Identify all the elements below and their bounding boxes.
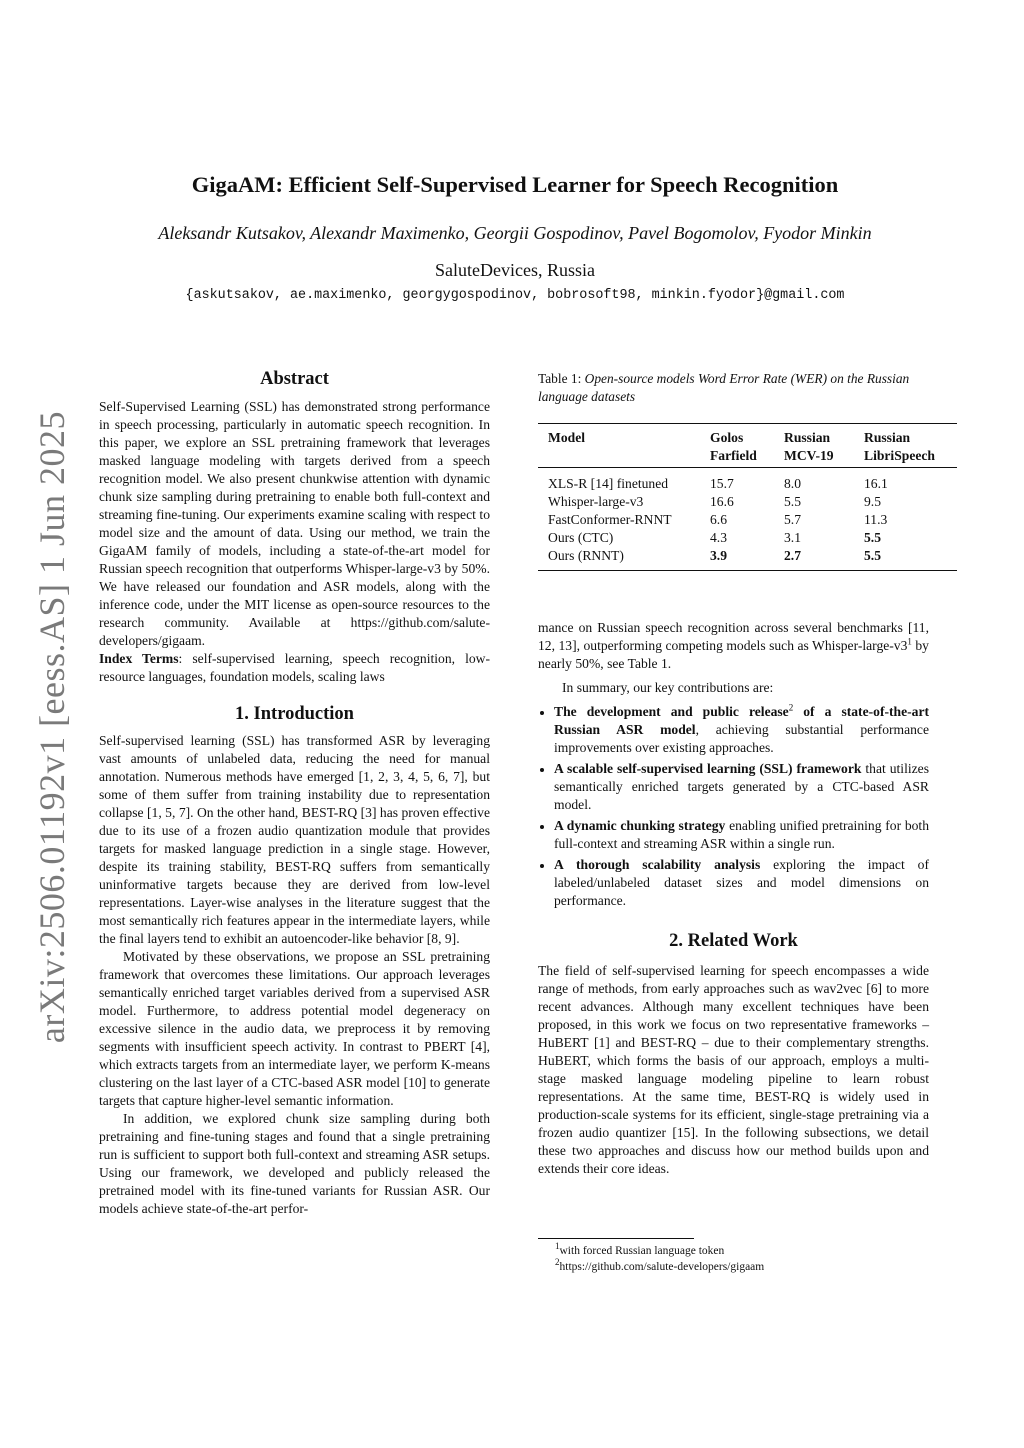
index-terms-label: Index Terms <box>99 651 179 666</box>
intro-paragraph-1: Self-supervised learning (SSL) has transformed ASR by leveraging vast amounts of unlabeled data, reducing the need for manual annotation. Numerous methods have emerged [1, 2, 3, 4, 5, 6, 7], but some of them suffer from training instability due to representation collapse [1, 5, 7]. On the other hand, BEST-RQ [3] has proven effective due to its use of a frozen audio quantization module that provides targets for masked language prediction in a single stage. However, despite its training stability, BEST-RQ suffers from semantically uninformative targets because they are derived from low-level representations. Layer-wise analyses in the literature suggest that the most semantically rich features appear in the intermediate layers, while the final layers tend to exhibit an autoencoder-like behavior [8, 9]. <box>99 733 490 946</box>
abstract-heading: Abstract <box>260 369 329 389</box>
header-golos: Golos Farfield <box>710 430 757 463</box>
contribution-list <box>538 703 929 910</box>
table-cell-golos: 4.3 <box>710 530 727 545</box>
table-cell-model: XLS-R [14] finetuned <box>548 476 669 491</box>
affiliation: SaluteDevices, Russia <box>435 260 595 280</box>
table-cell-libri: 9.5 <box>864 494 881 509</box>
related-paragraph: The field of self-supervised learning for speech encompasses a wide range of methods, from early approaches such as wav2vec [6] to more recent advances. Although many excellent techniques have been proposed, in this work we focus on two representative frameworks – HuBERT [1] and BEST-RQ – due to their complementary strengths. HuBERT, which forms the basis of our approach, employs a multi-stage masked language modeling pipeline to learn robust representations. At the same time, BEST-RQ is widely used in production-scale systems for its efficient, single-stage pretraining via a frozen audio quantizer [15]. In the following subsections, we detail these two approaches and discuss how our method builds upon and extends their core ideas. <box>538 963 929 1176</box>
table-cell-model: Whisper-large-v3 <box>548 494 644 509</box>
intro-paragraph-5: In summary, our key contributions are: <box>562 680 774 695</box>
index-terms-text: : self-supervised learning, speech recognition, low-resource languages, foundation models, scaling laws <box>99 651 490 684</box>
table-header-row <box>538 424 957 468</box>
header-mcv: Russian MCV-19 <box>784 430 834 463</box>
table-cell-model: FastConformer-RNNT <box>548 512 672 527</box>
table-cell-golos: 16.6 <box>710 494 734 509</box>
right-column <box>538 619 929 1178</box>
contribution-item: • A dynamic chunking strategy enabling unified pretraining for both full-context and streaming ASR within a single run. <box>554 817 929 853</box>
footnote-item: $^1$with forced Russian language token <box>555 1241 725 1257</box>
header-model: Model <box>548 430 585 445</box>
table-cell-mcv: 8.0 <box>784 476 801 491</box>
table-cell-golos: 6.6 <box>710 512 727 527</box>
table-cell-model: Ours (CTC) <box>548 530 614 545</box>
table-caption <box>538 370 929 406</box>
table-cell-libri: 5.5 <box>864 530 881 545</box>
intro-heading: 1. Introduction <box>235 704 354 724</box>
arxiv-identifier: arXiv:2506.01192v1 [eess.AS] 1 Jun 2025 <box>32 410 72 1044</box>
author-emails: {askutsakov, ae.maximenko, georgygospodinov, bobrosoft98, minkin.fyodor}@gmail.com <box>185 288 845 303</box>
table-cell-mcv: 2.7 <box>784 548 801 563</box>
table-row <box>538 511 957 529</box>
contribution-item: • A scalable self-supervised learning (SSL) framework that utilizes semantically enriched targets generated by a CTC-based ASR model. <box>554 760 929 814</box>
wer-table-wrapper <box>538 423 957 571</box>
paper-title: GigaAM: Efficient Self-Supervised Learner for Speech Recognition <box>191 172 839 197</box>
table-row <box>538 468 957 494</box>
intro-paragraph-4: mance on Russian speech recognition across several benchmarks [11, 12, 13], outperforming competing models such as Whisper-$large-v3^1$ by nearly 50%, see Table 1. <box>538 620 929 671</box>
wer-table <box>538 423 957 571</box>
index-terms <box>99 650 490 686</box>
table-cell-model: Ours (RNNT) <box>548 548 624 563</box>
footnote-item[interactable]: $^2$https://github.com/salute-developers/gigaam <box>555 1257 765 1273</box>
related-heading: 2. Related Work <box>669 931 798 951</box>
intro-paragraph-2: Motivated by these observations, we propose an SSL pretraining framework that overcomes these limitations. Our approach leverages semantically enriched target variables derived from a supervised ASR model. Furthermore, to address potential model degeneracy on excessive silence in the audio data, we preprocess it by removing segments with insufficient speech activity. In contrast to PBERT [4], which extracts targets from an intermediate layer, we perform K-means clustering on the last layer of a CTC-based ASR model [10] to generate targets that capture higher-level semantic information. <box>99 949 490 1108</box>
table-cell-mcv: 5.5 <box>784 494 801 509</box>
intro-paragraph-3: In addition, we explored chunk size sampling during both pretraining and fine-tuning stages and found that a single pretraining run is sufficient to support both full-context and streaming ASR setups. Using our framework, we developed and publicly released the pretrained model with its fine-tuned variants for Russian ASR. Our models achieve state-of-the-art perfor- <box>99 1111 490 1216</box>
table-row <box>538 493 957 511</box>
table-cell-golos: 3.9 <box>710 548 727 563</box>
header-librispeech: Russian LibriSpeech <box>864 430 935 463</box>
footnote-rule <box>538 1238 694 1239</box>
author-list: Aleksandr Kutsakov, Alexandr Maximenko, Georgii Gospodinov, Pavel Bogomolov, Fyodor Minkin <box>158 223 872 243</box>
table-row <box>538 529 957 547</box>
table-cell-mcv: 3.1 <box>784 530 801 545</box>
abstract-text: Self-Supervised Learning (SSL) has demonstrated strong performance in speech processing, particularly in automatic speech recognition. In this paper, we explore an SSL pretraining framework that leverages masked language modeling with targets derived from a speech recognition model. We also present chunkwise attention with dynamic chunk size sampling during pretraining to enable both full-context and streaming fine-tuning. Our experiments examine scaling with respect to model size and the amount of data. Using our method, we train the GigaAM family of models, including a state-of-the-art model for Russian speech recognition that outperforms Whisper-large-v3 by 50%. We have released our foundation and ASR models, along with the inference code, under the MIT license as open-source resources to the research community. Available at https://github.com/salute-developers/gigaam. <box>99 399 490 648</box>
table-cell-libri: 16.1 <box>864 476 888 491</box>
left-column <box>99 370 490 1218</box>
table-cell-libri: 11.3 <box>864 512 888 527</box>
table-cell-golos: 15.7 <box>710 476 734 491</box>
footnotes <box>555 1243 935 1275</box>
contribution-item: • The development and public release$^2$ of a state-of-the-art Russian ASR model, achieving substantial performance improvements over existing approaches. <box>554 703 929 757</box>
table-row <box>538 547 957 571</box>
table-cell-libri: 5.5 <box>864 548 881 563</box>
table-caption-text: Open-source models Word Error Rate (WER) on the Russian language datasets <box>538 371 910 404</box>
table-cell-mcv: 5.7 <box>784 512 801 527</box>
contribution-item: • A thorough scalability analysis exploring the impact of labeled/unlabeled dataset sizes and model dimensions on performance. <box>554 856 929 910</box>
table-caption-label: Table 1: <box>538 371 582 386</box>
